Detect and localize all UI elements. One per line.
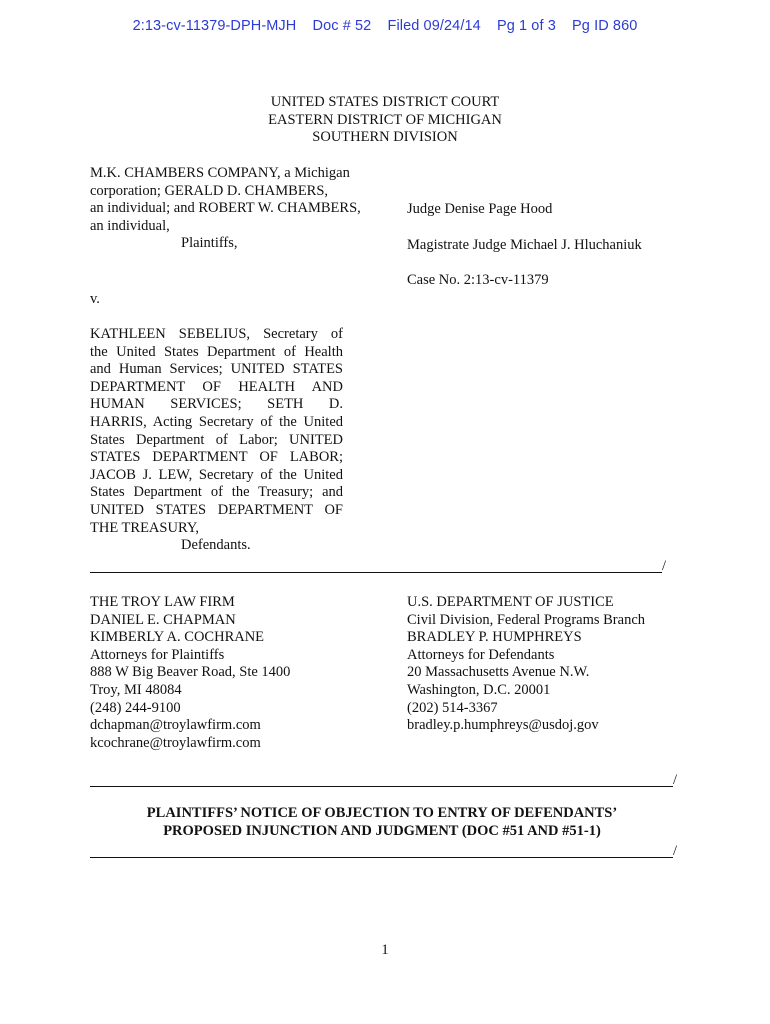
counsel-line: THE TROY LAW FIRM — [90, 594, 235, 610]
plaintiffs-block — [90, 165, 390, 253]
counsel-line: DANIEL E. CHAPMAN — [90, 611, 236, 628]
counsel-line: Civil Division, Federal Programs Branch — [407, 611, 646, 628]
plaintiffs-line: an individual, — [90, 217, 170, 234]
court-line: EASTERN DISTRICT OF MICHIGAN — [268, 111, 502, 128]
counsel-line: KIMBERLY A. COCHRANE — [90, 629, 265, 646]
title-divider — [90, 857, 673, 858]
court-line: SOUTHERN DIVISION — [312, 129, 458, 145]
counsel-line: U.S. DEPARTMENT OF JUSTICE — [407, 594, 614, 610]
filing-header-stamp — [0, 18, 770, 34]
case-number-stamp: 2:13-cv-11379-DPH-MJH — [132, 18, 297, 34]
defendants-line: HARRIS, Acting Secretary of the United — [90, 413, 343, 430]
defendants-line: States Department of the Treasury; and — [90, 484, 343, 501]
defendants-line: States Department of Labor; UNITED — [90, 431, 343, 448]
plaintiffs-line: corporation; GERALD D. CHAMBERS, — [90, 182, 329, 199]
counsel-line: Attorneys for Defendants — [407, 646, 555, 663]
defendants-line: JACOB J. LEW, Secretary of the United — [90, 466, 343, 483]
counsel-divider — [90, 786, 673, 787]
counsel-line: BRADLEY P. HUMPHREYS — [407, 629, 582, 646]
page-number: 1 — [381, 942, 389, 958]
judge-name: Judge Denise Page Hood — [407, 201, 553, 217]
versus: v. — [90, 291, 100, 307]
counsel-line: Washington, D.C. 20001 — [407, 681, 551, 698]
defendant-counsel-block — [407, 594, 707, 735]
defendants-line: and Human Services; UNITED STATES — [90, 361, 343, 378]
filed-date-stamp: Filed 09/24/14 — [387, 18, 481, 34]
defendants-block — [90, 326, 343, 555]
defendants-line: UNITED STATES DEPARTMENT OF — [90, 501, 343, 518]
defendants-role: Defendants. — [181, 537, 251, 554]
counsel-line: 20 Massachusetts Avenue N.W. — [407, 664, 590, 681]
defendants-line: HUMAN SERVICES; SETH D. — [90, 396, 343, 413]
plaintiffs-role: Plaintiffs, — [181, 235, 238, 252]
page-id-stamp: Pg ID 860 — [572, 18, 638, 34]
defendants-line: THE TREASURY, — [90, 519, 200, 536]
case-number: Case No. 2:13-cv-11379 — [407, 272, 549, 288]
magistrate-judge-name: Magistrate Judge Michael J. Hluchaniuk — [407, 237, 642, 253]
counsel-line: Troy, MI 48084 — [90, 681, 182, 698]
plaintiffs-line: M.K. CHAMBERS COMPANY, a Michigan — [90, 165, 350, 181]
defendants-line: KATHLEEN SEBELIUS, Secretary of — [90, 326, 343, 342]
email-link[interactable]: bradley.p.humphreys@usdoj.gov — [407, 717, 599, 734]
defendants-line: the United States Department of Health — [90, 343, 343, 360]
email-link[interactable]: dchapman@troylawfirm.com — [90, 717, 261, 734]
counsel-line: 888 W Big Beaver Road, Ste 1400 — [90, 664, 291, 681]
email-link[interactable]: kcochrane@troylawfirm.com — [90, 734, 261, 751]
defendants-line: STATES DEPARTMENT OF LABOR; — [90, 449, 343, 466]
page-count-stamp: Pg 1 of 3 — [496, 18, 556, 34]
plaintiffs-line: an individual; and ROBERT W. CHAMBERS, — [90, 200, 361, 217]
court-caption — [0, 94, 770, 147]
doc-number-stamp: Doc # 52 — [312, 18, 372, 34]
divider-slash: / — [673, 843, 678, 859]
defendants-line: DEPARTMENT OF HEALTH AND — [90, 378, 343, 395]
title-line: PLAINTIFFS’ NOTICE OF OBJECTION TO ENTRY OF DEFENDANTS’ — [146, 805, 618, 821]
document-title — [90, 804, 674, 840]
divider-slash: / — [673, 772, 678, 788]
title-line: PROPOSED INJUNCTION AND JUDGMENT (DOC #51 AND #51-1) — [163, 823, 601, 839]
plaintiff-counsel-block — [90, 594, 390, 752]
court-line: UNITED STATES DISTRICT COURT — [270, 94, 500, 110]
caption-divider — [90, 572, 662, 573]
counsel-line: (202) 514-3367 — [407, 699, 498, 716]
counsel-line: (248) 244-9100 — [90, 699, 181, 716]
divider-slash: / — [662, 558, 667, 574]
counsel-line: Attorneys for Plaintiffs — [90, 646, 225, 663]
